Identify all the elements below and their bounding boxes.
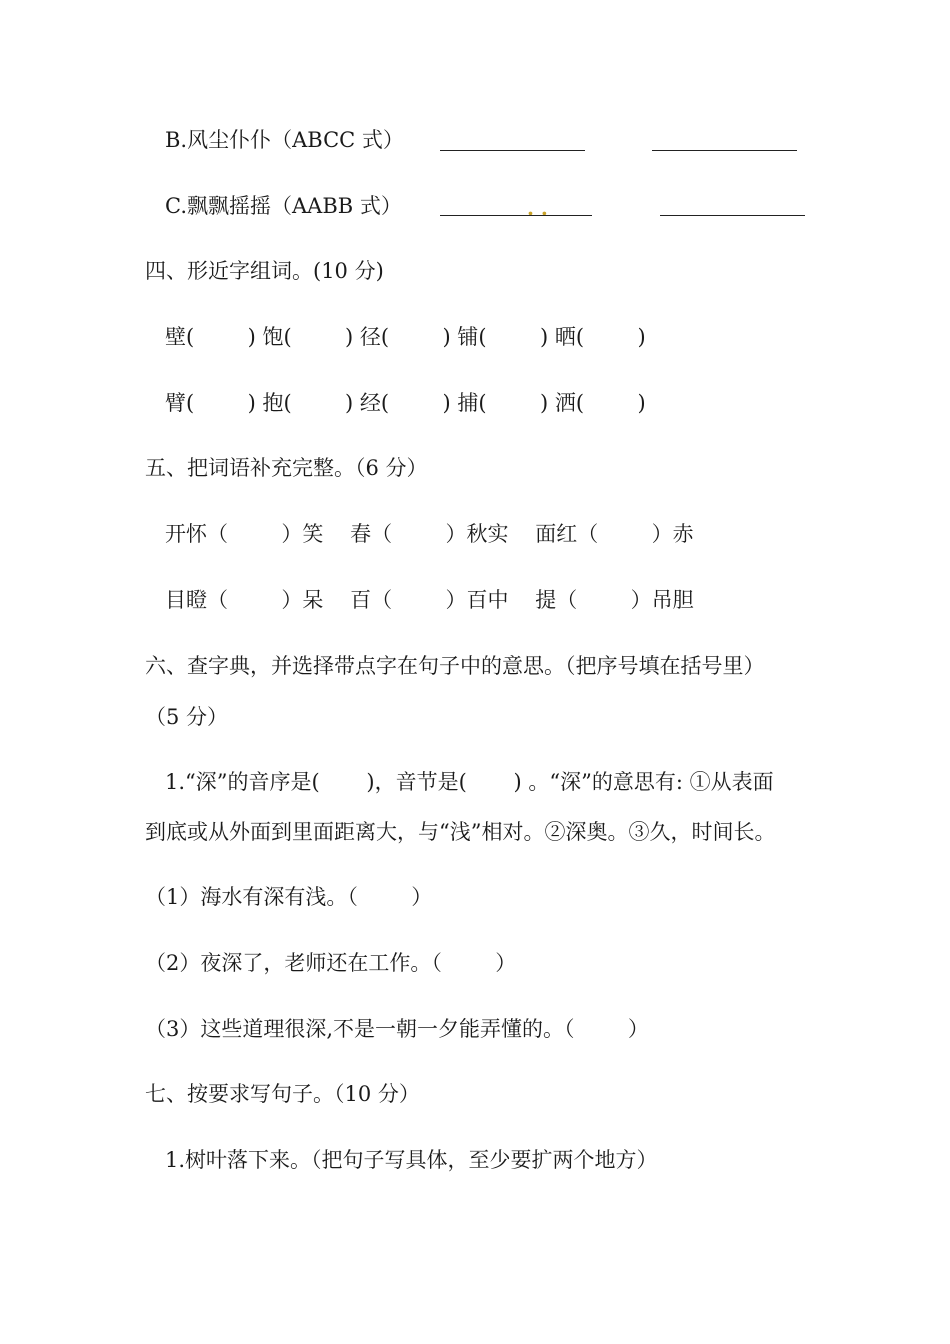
emphasis-dots: . . [527,196,548,220]
sentence-item: （1）海水有深有浅。（ ） [145,885,433,909]
item-b: B.风尘仆仆（ABCC 式） [165,128,404,152]
sentence-item: （2）夜深了，老师还在工作。（ ） [145,951,517,975]
exercise-row: 开怀（ ）笑 春（ ）秋实 面红（ ）赤 [165,522,694,546]
answer-blank[interactable] [440,215,592,216]
section-heading: 六、查字典，并选择带点字在句子中的意思。（把序号填在括号里） [145,654,765,678]
item-c: C.飘飘摇摇（AABB 式） [165,194,402,218]
answer-blank[interactable] [652,150,797,151]
exercise-row: 臂( ) 抱( ) 经( ) 捕( ) 洒( ) [165,391,646,415]
question-text: 1.树叶落下来。（把句子写具体，至少要扩两个地方） [165,1148,658,1172]
answer-blank[interactable] [660,215,805,216]
question-text: 1.“深”的音序是( )，音节是( ) 。“深”的意思有: ①从表面 [165,770,774,794]
score-note: （5 分） [145,705,229,729]
section-heading: 四、形近字组词。(10 分) [145,259,384,283]
section-heading: 五、把词语补充完整。（6 分） [145,456,428,480]
answer-blank[interactable] [440,150,585,151]
sentence-item: （3）这些道理很深,不是一朝一夕能弄懂的。（ ） [145,1017,649,1041]
question-text: 到底或从外面到里面距离大，与“浅”相对。②深奥。③久，时间长。 [145,820,776,844]
exercise-row: 目瞪（ ）呆 百（ ）百中 提（ ）吊胆 [165,588,694,612]
exercise-row: 壁( ) 饱( ) 径( ) 铺( ) 晒( ) [165,325,646,349]
section-heading: 七、按要求写句子。（10 分） [145,1082,420,1106]
